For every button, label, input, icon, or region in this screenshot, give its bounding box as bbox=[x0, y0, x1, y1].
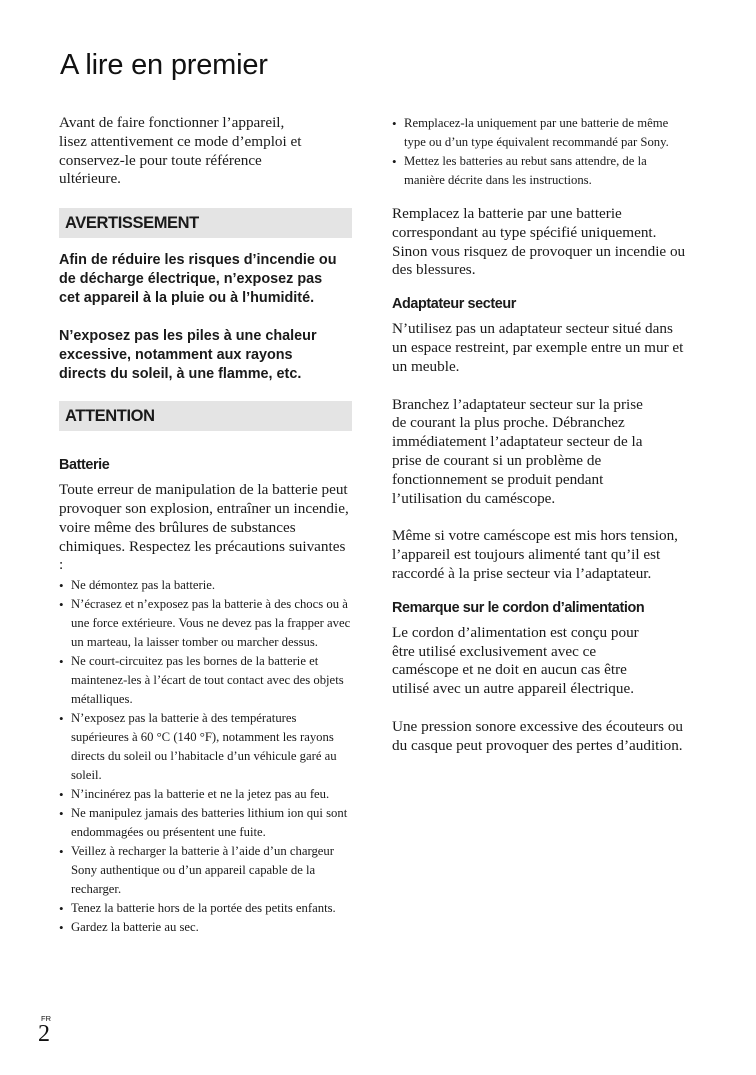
warning-paragraph-1: Afin de réduire les risques d’incendie ou de décharge électrique, n’exposez pas cet appareil à la pluie ou à l’humidité. bbox=[59, 252, 337, 307]
battery-precaution-item: • Gardez la batterie au sec. bbox=[59, 918, 351, 937]
battery-precaution-item: • Veillez à recharger la batterie à l’aide d’un chargeur Sony authentique ou d’un appareil capable de la recharger. bbox=[59, 842, 351, 899]
left-column bbox=[59, 114, 352, 937]
battery-precaution-item: • Ne manipulez jamais des batteries lithium ion qui sont endommagées ou présentent une fuite. bbox=[59, 804, 351, 842]
battery-precaution-item: • Ne démontez pas la batterie. bbox=[59, 576, 351, 595]
battery-precaution-item: • N’exposez pas la batterie à des températures supérieures à 60 °C (140 °F), notamment les rayons directs du soleil ou l’habitacle d’un véhicule garé au soleil. bbox=[59, 709, 351, 785]
battery-precaution-item: • Ne court-circuitez pas les bornes de la batterie et maintenez-les à l’écart de tout contact avec des objets métalliques. bbox=[59, 652, 351, 709]
right-column bbox=[392, 114, 692, 756]
adapter-heading: Adaptateur secteur bbox=[392, 296, 516, 313]
warning-banner: AVERTISSEMENT bbox=[59, 208, 352, 238]
replace-paragraph: Remplacez la batterie par une batterie correspondant au type spécifié uniquement. Sinon vous risquez de provoquer un incendie ou des blessures. bbox=[392, 205, 686, 279]
battery-precautions-list bbox=[59, 576, 351, 937]
page-title: A lire en premier bbox=[60, 49, 268, 82]
adapter-paragraph-1: N’utilisez pas un adaptateur secteur situé dans un espace restreint, par exemple entre un mur et un meuble. bbox=[392, 320, 684, 375]
adapter-paragraph-2: Branchez l’adaptateur secteur sur la prise de courant la plus proche. Débranchez immédiatement l’adaptateur secteur de la prise de courant si un problème de fonctionnement se produit pendant l’utilisation du caméscope. bbox=[392, 395, 643, 507]
language-code: FR bbox=[41, 1014, 51, 1023]
battery-precaution-item: • N’incinérez pas la batterie et ne la jetez pas au feu. bbox=[59, 785, 351, 804]
cord-paragraph-2: Une pression sonore excessive des écouteurs ou du casque peut provoquer des pertes d’audition. bbox=[392, 717, 684, 754]
battery-heading: Batterie bbox=[59, 457, 110, 474]
battery-replacement-list bbox=[392, 114, 684, 190]
battery-replacement-item: • Remplacez-la uniquement par une batterie de même type ou d’un type équivalent recommandé par Sony. bbox=[392, 114, 684, 152]
cord-heading: Remarque sur le cordon d’alimentation bbox=[392, 599, 645, 616]
warning-paragraph-2: N’exposez pas les piles à une chaleur excessive, notamment aux rayons directs du soleil, à une flamme, etc. bbox=[59, 328, 317, 383]
attention-banner: ATTENTION bbox=[59, 401, 352, 431]
page-number: 2 bbox=[38, 1021, 50, 1047]
adapter-paragraph-3: Même si votre caméscope est mis hors tension, l’appareil est toujours alimenté tant qu’il est raccordé à la prise secteur via l’adaptateur. bbox=[392, 527, 678, 582]
battery-intro: Toute erreur de manipulation de la batterie peut provoquer son explosion, entraîner un incendie, voire même des brûlures de substances chimiques. Respectez les précautions suivantes : bbox=[59, 481, 349, 574]
battery-replacement-item: • Mettez les batteries au rebut sans attendre, de la manière décrite dans les instructions. bbox=[392, 152, 684, 190]
cord-paragraph-1: Le cordon d’alimentation est conçu pour être utilisé exclusivement avec ce caméscope et ne doit en aucun cas être utilisé avec un autre appareil électrique. bbox=[392, 623, 639, 698]
intro-paragraph: Avant de faire fonctionner l’appareil, lisez attentivement ce mode d’emploi et conservez-le pour toute référence ultérieure. bbox=[59, 114, 302, 188]
battery-precaution-item: • N’écrasez et n’exposez pas la batterie à des chocs ou à une force extérieure. Vous ne devez pas la frapper avec un marteau, la laisser tomber ou marcher dessus. bbox=[59, 595, 351, 652]
battery-precaution-item: • Tenez la batterie hors de la portée des petits enfants. bbox=[59, 899, 351, 918]
